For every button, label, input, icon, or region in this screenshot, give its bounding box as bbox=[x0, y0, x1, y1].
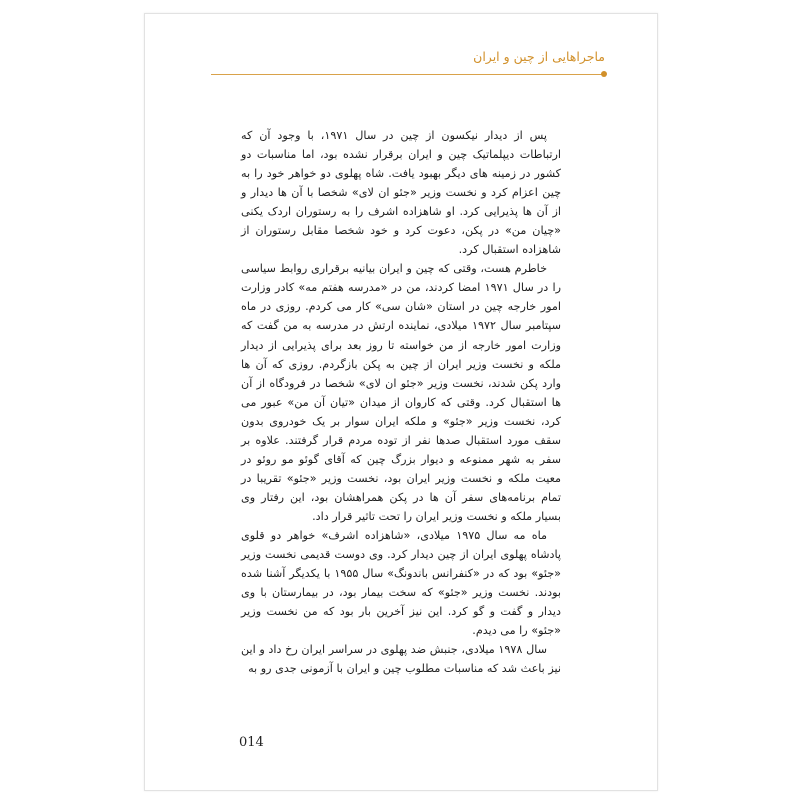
paragraph-2: خاطرم هست، وقتی که چین و ایران بیانیه برقراری روابط سیاسی را در سال ۱۹۷۱ امضا کردند، من در «مدرسه هفتم مه» کادر وزارت امور خارجه چین در استان «شان سی» کار می کردم. روزی در ماه سپتامبر سال ۱۹۷۲ میلادی، نماینده ارتش در مدرسه به من گفت که وزارت امور خارجه از من خواسته تا روز بعد برای پذیرایی از دیدار ملکه و نخست وزیر ایران از چین به پکن بازگردم. روزی که آن ها وارد پکن شدند، نخست وزیر «جئو ان لای» شخصا در فرودگاه از آن ها استقبال کرد. وقتی که کاروان از میدان «تیان آن من» عبور می کرد، نخست وزیر «جئو» و ملکه ایران سوار بر یک خودروی بدون سقف مورد استقبال صدها نفر از توده مردم قرار گرفتند. علاوه بر سفر به شهر ممنوعه و دیوار بزرگ چین که آقای گوئو مو روئو در معیت ملکه و نخست وزیر ایران بود، نخست وزیر «جئو» تقریبا در تمام برنامه‌های سفر آن ها در پکن همراهشان بود، این رفتار وی بسیار ملکه و نخست وزیر ایران را تحت تاثیر قرار داد. bbox=[241, 262, 561, 523]
running-title: ماجراهایی از چین و ایران bbox=[473, 49, 605, 64]
running-header bbox=[211, 49, 605, 79]
book-page bbox=[144, 13, 658, 791]
paragraph-1: پس از دیدار نیکسون از چین در سال ۱۹۷۱، با وجود آن که ارتباطات دیپلماتیک چین و ایران برقرار نشده بود، اما مناسبات دو کشور در زمینه های دیگر بهبود یافت. شاه پهلوی دو خواهر خود را به چین اعزام کرد و نخست وزیر «جئو ان لای» شخصا با آن ها دیدار و از آن ها پذیرایی کرد. او شاهزاده اشرف را به رستوران اردک یکنی «چیان من» در پکن، دعوت کرد و خود شخصا مقابل رستوران از شاهزاده استقبال کرد. bbox=[241, 129, 561, 257]
paragraph-4: سال ۱۹۷۸ میلادی، جنبش ضد پهلوی در سراسر ایران رخ داد و این نیز باعث شد که مناسبات مطلوب چین و ایران با آزمونی جدی رو به bbox=[241, 643, 561, 676]
header-rule bbox=[211, 74, 605, 75]
header-dot bbox=[601, 71, 607, 77]
body-text bbox=[241, 126, 561, 678]
paragraph-3: ماه مه سال ۱۹۷۵ میلادی، «شاهزاده اشرف» خواهر دو قلوی پادشاه پهلوی ایران از چین دیدار کرد. وی دوست قدیمی نخست وزیر «جئو» بود که در «کنفرانس باندونگ» سال ۱۹۵۵ با یکدیگر آشنا شده بودند. نخست وزیر «جئو» که سخت بیمار بود، در بیمارستان با وی دیدار و گفت و گو کرد. این نیز آخرین بار بود که من نخست وزیر «جئو» را می دیدم. bbox=[241, 528, 561, 638]
page-number: 014 bbox=[239, 735, 264, 750]
